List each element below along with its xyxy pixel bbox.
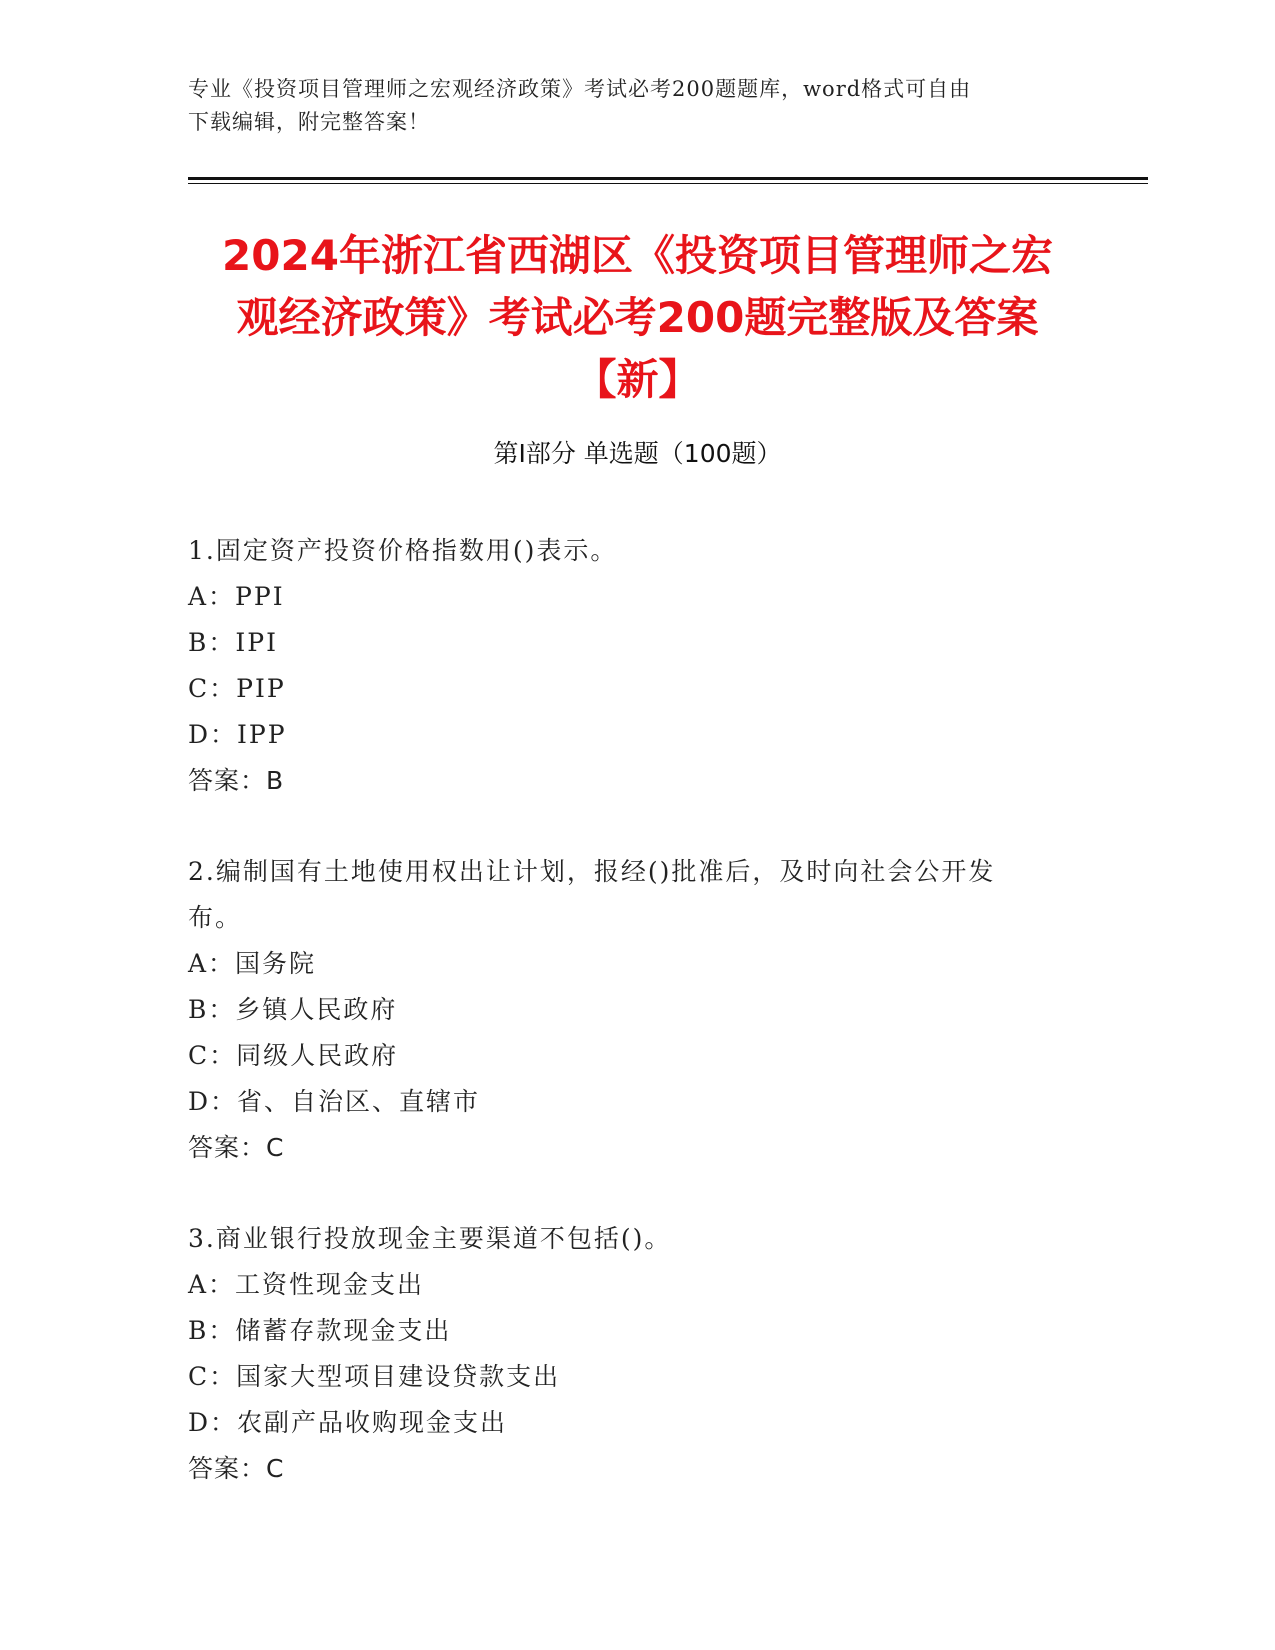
title-line: 【新】 <box>574 355 701 404</box>
title-line: 2024年浙江省西湖区《投资项目管理师之宏 <box>222 231 1053 280</box>
question-list <box>188 528 1068 1537</box>
question-stem: 1.固定资产投资价格指数用()表示。 <box>188 536 618 565</box>
option-d: D：农副产品收购现金支出 <box>188 1408 508 1437</box>
option-a: A：国务院 <box>188 949 317 978</box>
option-d: D：IPP <box>188 720 287 749</box>
option-c: C：PIP <box>188 674 286 703</box>
question-stem: 3.商业银行投放现金主要渠道不包括()。 <box>188 1224 672 1253</box>
answer-line: 答案：C <box>188 1454 285 1483</box>
question-item <box>188 849 1068 1171</box>
option-b: B：IPI <box>188 628 278 657</box>
title-line: 观经济政策》考试必考200题完整版及答案 <box>236 293 1039 342</box>
question-stem-continued: 布。 <box>188 903 243 932</box>
option-c: C：国家大型项目建设贷款支出 <box>188 1362 561 1391</box>
question-item <box>188 1216 1068 1492</box>
option-c: C：同级人民政府 <box>188 1041 399 1070</box>
question-stem: 2.编制国有土地使用权出让计划，报经()批准后，及时向社会公开发 <box>188 857 996 886</box>
header-note <box>188 73 1088 139</box>
option-a: A：工资性现金支出 <box>188 1270 425 1299</box>
option-b: B：乡镇人民政府 <box>188 995 398 1024</box>
section-heading: 第Ⅰ部分 单选题（100题） <box>493 439 782 468</box>
option-d: D：省、自治区、直辖市 <box>188 1087 481 1116</box>
document-title <box>150 225 1125 411</box>
answer-line: 答案：C <box>188 1133 285 1162</box>
question-item <box>188 528 1068 804</box>
header-divider-thick <box>188 177 1148 180</box>
header-note-line: 下载编辑，附完整答案！ <box>188 110 430 134</box>
header-divider-thin <box>188 183 1148 184</box>
option-b: B：储蓄存款现金支出 <box>188 1316 452 1345</box>
option-a: A：PPI <box>188 582 285 611</box>
header-note-line: 专业《投资项目管理师之宏观经济政策》考试必考200题题库，word格式可自由 <box>188 77 972 101</box>
answer-line: 答案：B <box>188 766 285 795</box>
